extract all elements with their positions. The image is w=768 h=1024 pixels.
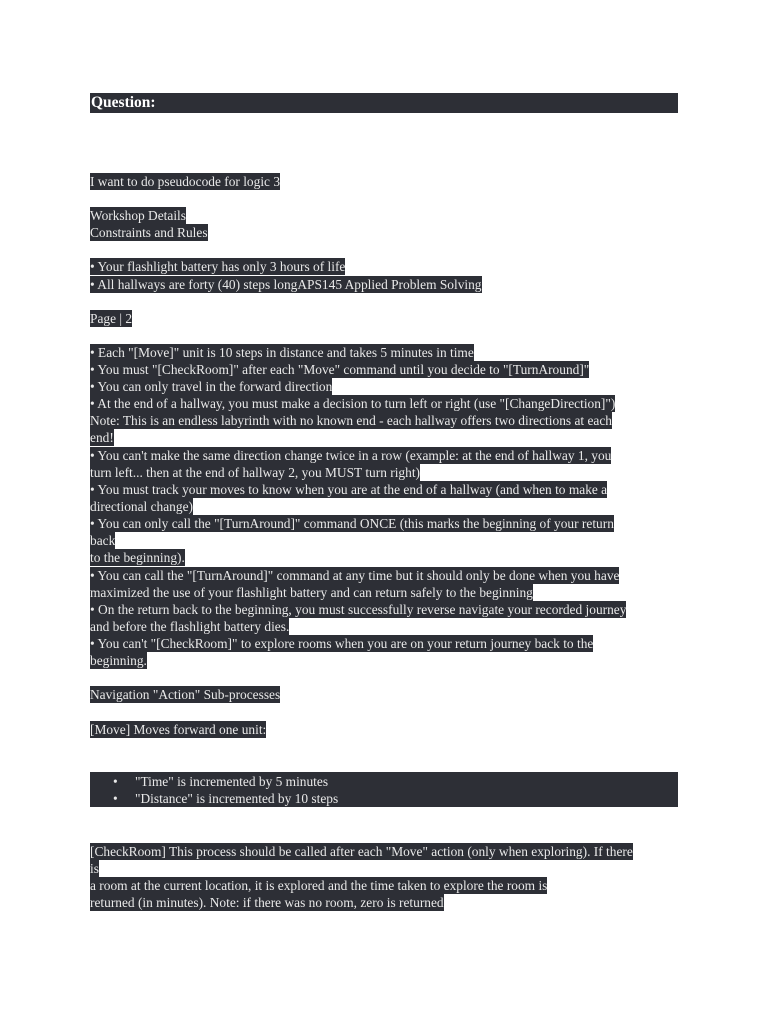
checkroom-line: is [90,861,99,876]
rule-line: • You must track your moves to know when you are at the end of a hallway (and when to make a [90,482,608,497]
rule-line: turn left... then at the end of hallway 2, you MUST turn right) [90,465,420,480]
move-heading: [Move] Moves forward one unit: [90,722,267,737]
rule-line: • You can only call the "[TurnAround]" command ONCE (this marks the beginning of your return [90,516,614,531]
rule-line: • You must "[CheckRoom]" after each "Move" command until you decide to "[TurnAround]" [90,362,590,377]
rule-line: • Each "[Move]" unit is 10 steps in distance and takes 5 minutes in time [90,345,474,360]
rule-line: • At the end of a hallway, you must make a decision to turn left or right (use "[ChangeDirection]") [90,396,616,411]
document-page: Question: I want to do pseudocode for logic 3 Workshop Details Constraints and Rules • Your flashlight battery has only 3 hours of life • All hallways are forty (40) steps longAPS145 Applied Problem Solving Page | 2 • Each "[Move]" unit is 10 steps in distance and takes 5 minutes in time • You must "[CheckRoom]" after each "Move" command until you decide to "[TurnAround]" • You can only travel in the forward direction • At the end of a hallway, you must make a decision to turn left or right (use "[ChangeDirection]") Note: This is an endless labyrinth with no known end - each hallway offers two directions at each end! • You can't make the same direction change twice in a row (example: at the end of hallway 1, you turn left... then at the end of hallway 2, you MUST turn right) • You must track your moves to know when you are at the end of a hallway (and when to make a directional change) • You can only call the "[TurnAround]" command ONCE (this marks the beginning of your return back to the beginning). • You can call the "[TurnAround]" command at any time but it should only be done when you have maximized the use of your flashlight battery and can return safely to the beginning • On the return back to the beginning, you must successfully reverse navigate your recorded journey and before the flashlight battery dies. • You can't "[CheckRoom]" to explore rooms when you are on your return journey back to the beginning. Navigation "Action" Sub-processes [Move] Moves forward one unit: • "Time" is incremented by 5 minutes • "Distance" is incremented by 10 steps [CheckRoom] This process should be called after each "Move" action (only when exploring). If there is a room at the current location, it is explored and the time taken to explore the room is returned (in minutes). Note: if there was no room, zero is returned [0,0,768,1024]
rule-line: • All hallways are forty (40) steps longAPS145 Applied Problem Solving [90,277,482,292]
checkroom-line: returned (in minutes). Note: if there was no room, zero is returned [90,895,444,910]
rule-line: to the beginning). [90,550,185,565]
intro-text: I want to do pseudocode for logic 3 [90,174,281,189]
rule-line: • You can't make the same direction change twice in a row (example: at the end of hallway 1, you [90,448,612,463]
section-workshop-details: Workshop Details [90,208,186,223]
page-marker: Page | 2 [90,311,133,326]
rule-line: and before the flashlight battery dies. [90,619,290,634]
question-heading-bar [90,93,678,113]
question-heading: Question: [91,94,156,111]
rule-line: • On the return back to the beginning, you must successfully reverse navigate your recorded journey [90,602,627,617]
nav-heading: Navigation "Action" Sub-processes [90,687,281,702]
checkroom-line: [CheckRoom] This process should be called after each "Move" action (only when exploring). If there [90,844,633,859]
rule-line: back [90,533,116,548]
rule-line: end! [90,430,114,445]
rule-line: directional change) [90,499,193,514]
rule-line: • Your flashlight battery has only 3 hours of life [90,259,346,274]
rule-line: beginning. [90,653,147,668]
bullet-icon: • [113,791,118,806]
checkroom-line: a room at the current location, it is explored and the time taken to explore the room is [90,878,548,893]
rule-line: Note: This is an endless labyrinth with no known end - each hallway offers two directions at each [90,413,612,428]
rule-line: maximized the use of your flashlight battery and can return safely to the beginning [90,585,533,600]
rule-line: • You can call the "[TurnAround]" command at any time but it should only be done when you have [90,568,620,583]
section-constraints-rules: Constraints and Rules [90,225,208,240]
rule-line: • You can only travel in the forward direction [90,379,333,394]
rule-line: • You can't "[CheckRoom]" to explore rooms when you are on your return journey back to the [90,636,594,651]
bullet-icon: • [113,774,118,789]
